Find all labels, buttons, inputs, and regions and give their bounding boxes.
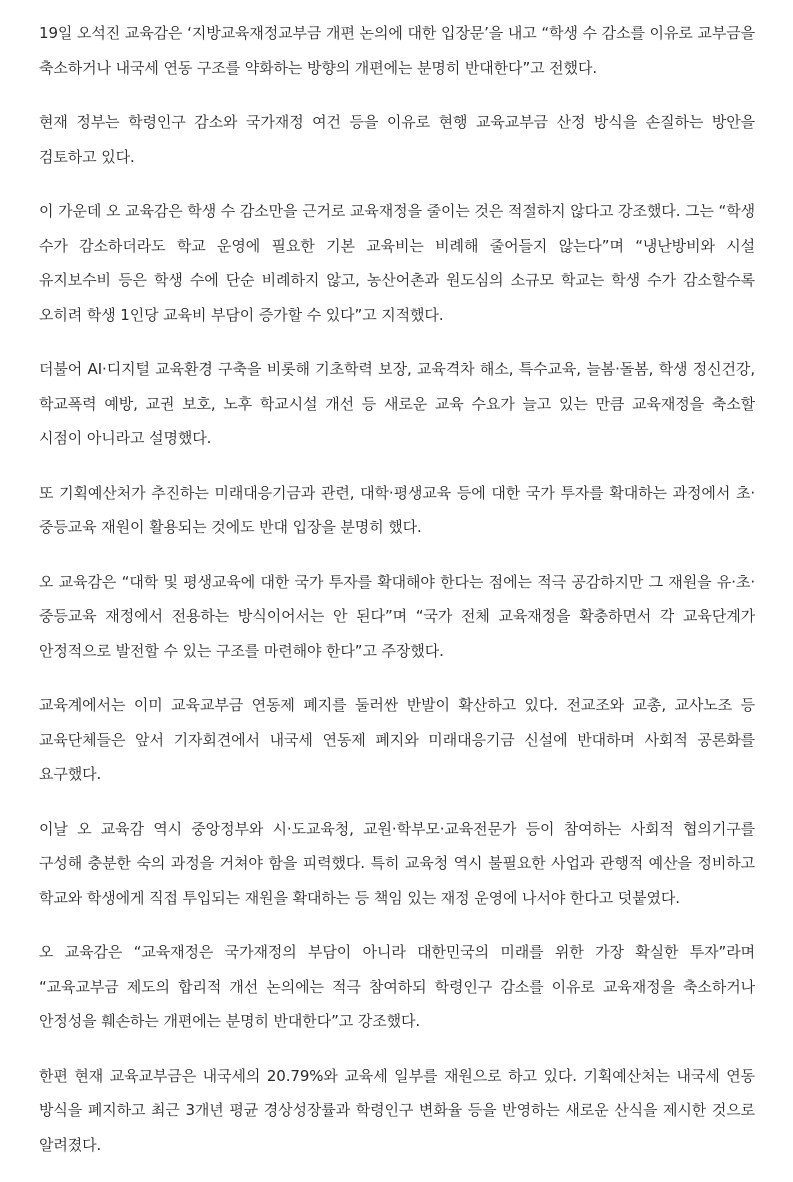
article-body [39, 16, 755, 1182]
paragraph-4: 더불어 AI·디지털 교육환경 구축을 비롯해 기초학력 보장, 교육격차 해소, 특수교육, 늘봄·돌봄, 학생 정신건강, 학교폭력 예방, 교권 보호, 노후 학교시설 개선 등 새로운 교육 수요가 늘고 있는 만큼 교육재정을 축소할 시점이 아니라고 설명했다. [39, 360, 755, 447]
paragraph-10: 한편 현재 교육교부금은 내국세의 20.79%와 교육세 일부를 재원으로 하고 있다. 기획예산처는 내국세 연동 방식을 폐지하고 최근 3개년 평균 경상성장률과 학령인구 변화율 등을 반영하는 새로운 산식을 제시한 것으로 알려졌다. [39, 1066, 755, 1154]
paragraph-5: 또 기획예산처가 추진하는 미래대응기금과 관련, 대학·평생교육 등에 대한 국가 투자를 확대하는 과정에서 초·중등교육 재원이 활용되는 것에도 반대 입장을 분명히 했다. [39, 483, 755, 536]
paragraph-3: 이 가운데 오 교육감은 학생 수 감소만을 근거로 교육재정을 줄이는 것은 적절하지 않다고 강조했다. 그는 “학생 수가 감소하더라도 학교 운영에 필요한 기본 교육비는 비례해 줄어들지 않는다”며 “냉난방비와 시설 유지보수비 등은 학생 수에 단순 비례하지 않고, 농산어촌과 원도심의 소규모 학교는 학생 수가 감소할수록 오히려 학생 1인당 교육비 부담이 증가할 수 있다”고 지적했다. [39, 202, 755, 324]
paragraph-8: 이날 오 교육감 역시 중앙정부와 시·도교육청, 교원·학부모·교육전문가 등이 참여하는 사회적 협의기구를 구성해 충분한 숙의 과정을 거쳐야 함을 피력했다. 특히 교육청 역시 불필요한 사업과 관행적 예산을 정비하고 학교와 학생에게 직접 투입되는 재원을 확대하는 등 책임 있는 재정 운영에 나서야 한다고 덧붙였다. [39, 819, 755, 907]
paragraph-1: 19일 오석진 교육감은 ‘지방교육재정교부금 개편 논의에 대한 입장문’을 내고 “학생 수 감소를 이유로 교부금을 축소하거나 내국세 연동 구조를 약화하는 방향의 개편에는 분명히 반대한다”고 전했다. [39, 24, 755, 77]
paragraph-9: 오 교육감은 “교육재정은 국가재정의 부담이 아니라 대한민국의 미래를 위한 가장 확실한 투자”라며 “교육교부금 제도의 합리적 개선 논의에는 적극 참여하되 학령인구 감소를 이유로 교육재정을 축소하거나 안정성을 훼손하는 개편에는 분명히 반대한다”고 강조했다. [39, 943, 755, 1030]
paragraph-2: 현재 정부는 학령인구 감소와 국가재정 여건 등을 이유로 현행 교육교부금 산정 방식을 손질하는 방안을 검토하고 있다. [39, 113, 755, 166]
paragraph-7: 교육계에서는 이미 교육교부금 연동제 폐지를 둘러싼 반발이 확산하고 있다. 전교조와 교총, 교사노조 등 교육단체들은 앞서 기자회견에서 내국세 연동제 폐지와 미래대응기금 신설에 반대하며 사회적 공론화를 요구했다. [39, 696, 755, 783]
paragraph-6: 오 교육감은 “대학 및 평생교육에 대한 국가 투자를 확대해야 한다는 점에는 적극 공감하지만 그 재원을 유·초·중등교육 재정에서 전용하는 방식이어서는 안 된다”며 “국가 전체 교육재정을 확충하면서 각 교육단계가 안정적으로 발전할 수 있는 구조를 마련해야 한다”고 주장했다. [39, 572, 755, 660]
